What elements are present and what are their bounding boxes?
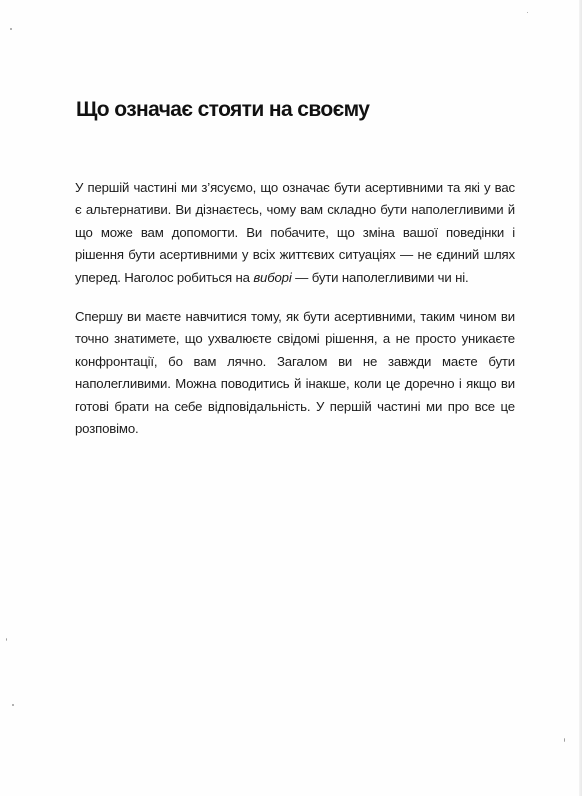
body-paragraph-2: Спершу ви маєте навчитися тому, як бути асертивними, таким чином ви точно знатимете, що ухвалюєте свідомі рішення, а не просто уникаєте конфронтації, бо вам лячно. Загалом ви не завжди маєте бути наполегливими. Можна поводитись й інакше, коли це доречно і якщо ви готові брати на себе відповідальність. У першій частині ми про все це розповімо. xyxy=(75,309,515,437)
scan-speck xyxy=(527,12,528,13)
scan-speck xyxy=(564,738,565,742)
body-paragraph-1 xyxy=(75,177,515,289)
section-title: Що означає стояти на своєму xyxy=(76,98,370,121)
scan-speck xyxy=(6,638,7,641)
scan-speck xyxy=(12,704,14,706)
paragraph-1-text-end: — бути наполегливими чи ні. xyxy=(291,269,469,285)
scan-speck xyxy=(10,28,12,30)
paragraph-1-emphasis: виборі xyxy=(253,269,292,285)
paragraph-1-text: У першій частині ми з’ясуємо, що означає бути асертивними та які у вас є альтернативи. Ви дізнаєтесь, чому вам складно бути наполегливими й що може вам допомогти. Ви побачите, що зміна вашої поведінки і рішення бути асертивними у всіх життєвих ситуаціях — не єдиний шлях уперед. Наголос робиться на xyxy=(75,180,515,285)
